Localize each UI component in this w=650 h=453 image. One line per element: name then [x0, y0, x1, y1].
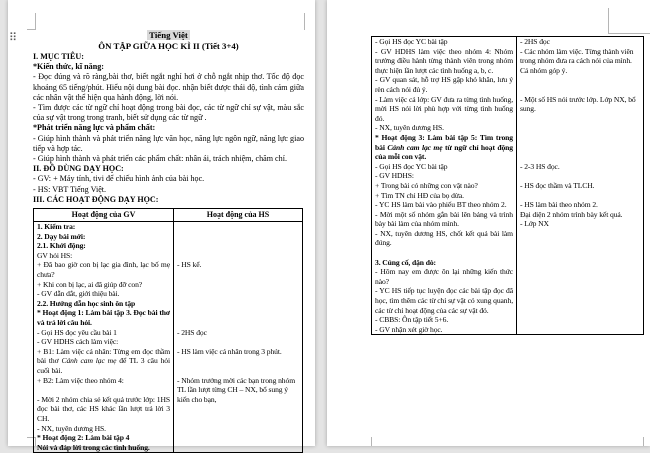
table-row: [372, 95, 644, 162]
table-row: [34, 328, 303, 347]
gv-cell: [34, 222, 174, 261]
table-row: [372, 47, 644, 95]
subject-title-text: Tiếng Việt: [149, 30, 188, 40]
table-row: [372, 37, 644, 47]
paragraph: - Hôm nay em được ôn lại những kiến thức nào?: [375, 267, 513, 286]
paragraph: - Giúp hình thành và phát triển các phẩm chất: nhân ái, trách nhiệm, chăm chỉ.: [33, 154, 287, 164]
paragraph: - Mời một số nhóm gắn bài lên bảng và trình bày bài làm của nhóm mình.: [375, 209, 513, 229]
paragraph: - NX, tuyên dương HS.: [375, 123, 444, 133]
paragraph: + Trong bài có những con vật nào?: [375, 180, 478, 190]
hs-cell: [517, 162, 644, 181]
table-header-row: [34, 209, 303, 222]
paragraph: 3. Củng cố, dặn dò:: [375, 257, 436, 267]
paragraph: - Làm việc cả lớp: GV đưa ra từng tình huống, mời HS nói lời phù hợp với từng tình huống đó.: [375, 94, 513, 123]
gv-cell: [34, 260, 174, 279]
table-row: [34, 376, 303, 453]
activities-table-page1: [33, 208, 303, 453]
paragraph: - Tìm được các từ ngữ chỉ hoạt động trong bài đọc, các từ ngữ chỉ sự vật, màu sắc của sự vật trong trong tranh, biết sử dụng các từ ngữ .: [33, 103, 304, 123]
paragraph: [375, 248, 513, 258]
hs-cell: [517, 47, 644, 95]
paragraph: Nói và đáp lời trong các tình huống.: [37, 442, 150, 452]
paragraph: 2. Dạy bài mới:: [37, 231, 86, 241]
paragraph: - Lớp NX: [520, 219, 549, 229]
paragraph: - Mời 2 nhóm chia sẻ kết quả trước lớp: 1HS đọc bài thơ, các HS khác lần lượt trả lời 3 CH.: [37, 394, 170, 423]
table-row: [372, 162, 644, 181]
paragraph: - HS đọc thầm và TLCH.: [520, 180, 595, 190]
crop-mark: [643, 437, 644, 446]
activities-table-page2: [371, 36, 644, 335]
gv-cell: [34, 328, 174, 347]
page-1: [8, 0, 315, 452]
paragraph: - NX, tuyên dương HS.: [37, 423, 106, 433]
paragraph: * Hoạt động 2: Làm bài tập 4: [37, 433, 130, 443]
paragraph: - Gọi HS đọc YC bài tập: [375, 37, 448, 46]
hs-cell: [174, 222, 303, 261]
hs-cell: [517, 210, 644, 335]
paragraph: - GV HDHS cách làm việc:: [37, 337, 119, 347]
gv-cell: [372, 37, 517, 47]
paragraph: - Gọi HS đọc YC bài tập: [375, 161, 448, 171]
lesson-title: ÔN TẬP GIỮA HỌC KÌ II (Tiết 3+4): [98, 41, 239, 51]
gv-cell: [372, 47, 517, 95]
page-2: [327, 0, 650, 446]
paragraph: *Kiến thức, kĩ năng:: [33, 62, 104, 72]
paragraph: II. ĐỒ DÙNG DẠY HỌC:: [33, 164, 124, 174]
paragraph: - Gọi HS đọc yêu cầu bài 1: [37, 327, 117, 337]
hs-cell: [174, 328, 303, 347]
paragraph: III. CÁC HOẠT ĐỘNG DẠY HỌC:: [33, 194, 159, 204]
table-row: [34, 347, 303, 376]
paragraph: - NX, tuyên dương HS, chốt kết quả bài làm đúng.: [375, 228, 513, 248]
paragraph: - 2HS đọc: [177, 327, 207, 337]
paragraph: - GV quan sát, hỗ trợ HS gặp khó khăn, lưu ý rèn cách nói đủ ý.: [375, 75, 513, 94]
hs-cell: [517, 181, 644, 210]
paragraph: - Một số HS nói trước lớp. Lớp NX, bổ sung.: [520, 94, 636, 114]
crop-mark: [304, 13, 305, 30]
gv-cell: [34, 376, 174, 453]
paragraph: - GV dẫn dắt, giới thiệu bài.: [37, 289, 120, 299]
paragraph: - HS làm bài theo nhóm 2.: [520, 200, 598, 210]
hs-cell: [174, 376, 303, 453]
paragraph: Đại diện 2 nhóm trình bày kết quả.: [520, 209, 623, 219]
crop-mark: [608, 8, 609, 33]
gv-cell: [372, 95, 517, 162]
gv-cell: [372, 162, 517, 181]
paragraph: - Nhóm trưởng mời các bạn trong nhóm TL lần lượt từng CH – NX, bổ sung ý kiến cho bạn,: [177, 375, 296, 404]
table-row: [34, 280, 303, 328]
paragraph: 2.1. Khởi động:: [37, 241, 86, 251]
paragraph: *Phát triển năng lực và phẩm chất:: [33, 123, 156, 133]
paragraph: - GV nhận xét giờ học.: [375, 324, 443, 334]
table-row: [34, 260, 303, 279]
paragraph: - HS: VBT Tiếng Việt.: [33, 184, 107, 194]
paragraph: + Tìm TN chỉ HĐ của bọ dừa.: [375, 190, 464, 200]
paragraph: - Giúp hình thành và phát triển năng lực văn học, năng lực ngôn ngữ, năng lực giao tiếp và hợp tác.: [33, 133, 304, 153]
table-row: [34, 222, 303, 261]
hs-cell: [174, 347, 303, 376]
paragraph: - 2HS đọc: [520, 37, 550, 46]
paragraph: 1. Kiểm tra:: [37, 222, 76, 232]
page1-content: [33, 30, 304, 453]
paragraph: + Khi con bị lạc, ai đã giúp đỡ con?: [37, 279, 143, 289]
table-row: [372, 210, 644, 335]
paragraph: [37, 385, 170, 395]
hs-cell: [174, 260, 303, 279]
gv-column-header: Hoạt động của GV: [34, 209, 174, 222]
paragraph: - GV: + Máy tính, tivi để chiếu hình ảnh của bài học.: [33, 174, 205, 184]
paragraph: - Đọc đúng và rõ ràng,bài thơ, biết ngắt nghỉ hơi ở chỗ ngắt nhịp thơ. Tốc độ đọc khoảng 65 tiếng/phút. Hiểu nội dung bài đọc. nhận biết được thái độ, tình cảm giữa các nhân vật thể hiện qua hành động, lời nói.: [33, 72, 304, 102]
drag-handle-icon[interactable]: ⠿: [9, 31, 18, 44]
paragraph: - YC HS tiếp tục luyện đọc các bài tập đọc đã học, tìm thêm các từ chỉ sự vật có xung quanh, các từ chỉ hoạt động của các sự vật đó.: [375, 286, 513, 315]
gv-cell: [34, 347, 174, 376]
paragraph: - 2-3 HS đọc.: [520, 161, 560, 171]
hs-cell: [174, 280, 303, 328]
paragraph: - GV HDHS làm việc theo nhóm 4: Nhóm trưởng điều hành từng thành viên trong nhóm thực hiện lần lượt các tình huống a, b, c.: [375, 46, 513, 75]
paragraph: * Hoạt động 3: Làm bài tập 5: Tìm trong bài Cánh cam lạc mẹ từ ngữ chỉ hoạt động của mỗi con vật.: [375, 132, 513, 162]
crop-mark: [608, 33, 650, 34]
gv-cell: [34, 280, 174, 328]
subject-title: [33, 30, 304, 41]
gv-cell: [372, 181, 517, 210]
paragraph: - CBBS: Ôn tập tiết 5+6.: [375, 315, 449, 325]
hs-cell: [517, 95, 644, 162]
objectives-section: [33, 52, 304, 205]
paragraph: - YC HS làm bài vào phiếu BT theo nhóm 2.: [375, 200, 507, 210]
gv-cell: [372, 210, 517, 335]
paragraph: - GV HDHS:: [375, 171, 414, 181]
paragraph: * Hoạt động 1: Làm bài tập 3. Đọc bài thơ và trả lời câu hỏi.: [37, 308, 170, 327]
paragraph: + B1: Làm việc cá nhân: Từng em đọc thầm bài thơ Cánh cam lạc mẹ để TL 3 câu hỏi cuối bài.: [37, 346, 170, 375]
crop-mark: [371, 437, 372, 446]
paragraph: + Đã bao giờ con bị lạc gia đình, lạc bố mẹ chưa?: [37, 260, 170, 280]
paragraph: - HS làm việc cá nhân trong 3 phút.: [177, 346, 282, 356]
paragraph: 2.2. Hướng dẫn học sinh ôn tập: [37, 298, 136, 308]
hs-column-header: Hoạt động của HS: [174, 209, 303, 222]
paragraph: + B2: Làm việc theo nhóm 4:: [37, 375, 124, 385]
paragraph: - HS kể.: [177, 260, 202, 270]
table-row: [372, 181, 644, 210]
paragraph: - Các nhóm làm việc. Từng thành viên trong nhóm đưa ra cách nói của mình. Cả nhóm góp ý.: [520, 46, 634, 75]
paragraph: GV hỏi HS:: [37, 250, 73, 260]
paragraph: [520, 191, 640, 201]
paragraph: I. MỤC TIÊU:: [33, 52, 84, 61]
crop-mark: [35, 13, 36, 30]
hs-cell: [517, 37, 644, 47]
